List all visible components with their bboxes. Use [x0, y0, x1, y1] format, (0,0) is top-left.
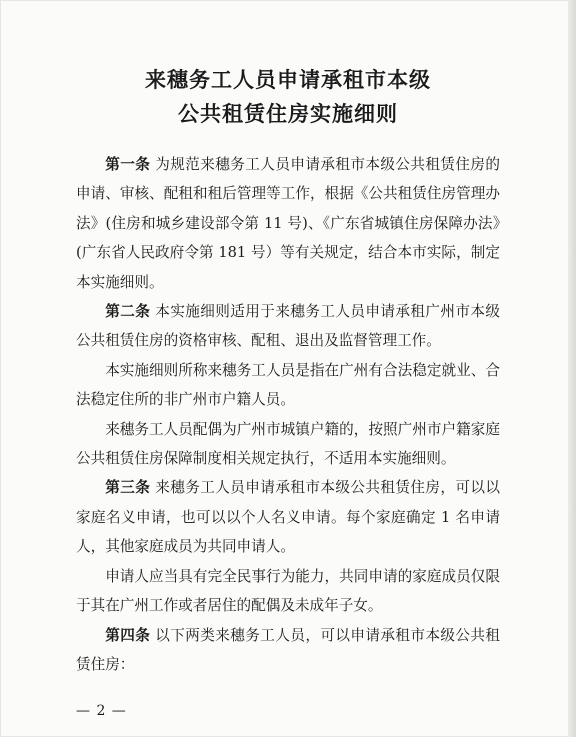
paragraph-article-4 — [76, 621, 500, 680]
document-title-line2: 公共租赁住房实施细则 — [178, 101, 398, 126]
paragraph — [76, 415, 500, 474]
paragraph-text: 来穗务工人员配偶为广州市城镇户籍的，按照广州市户籍家庭公共租赁住房保障制度相关规定执行，不适用本实施细则。 — [76, 420, 500, 468]
paragraph-text: 本实施细则所称来穗务工人员是指在广州有合法稳定就业、合法稳定住所的非广州市户籍人员。 — [76, 361, 500, 409]
document-body — [76, 150, 500, 679]
article-heading: 第二条 — [105, 303, 151, 321]
paragraph-text: 为规范来穗务工人员申请承租市本级公共租赁住房的申请、审核、配租和租后管理等工作，根据《公共租赁住房管理办法》(住房和城乡建设部令第 11 号)、《广东省城镇住房保障办法》(广东省人民政府令第 181 号）等有关规定，结合本市实际，制定本实施细则。 — [76, 156, 500, 291]
paragraph-text: 申请人应当具有完全民事行为能力，共同申请的家庭成员仅限于其在广州工作或者居住的配偶及未成年子女。 — [76, 567, 500, 615]
page-number: — 2 — — [76, 703, 127, 719]
article-heading: 第四条 — [105, 626, 151, 644]
paragraph — [76, 562, 500, 621]
paragraph-text: 以下两类来穗务工人员，可以申请承租市本级公共租赁住房： — [76, 626, 500, 673]
paragraph — [76, 356, 500, 415]
article-heading: 第一条 — [105, 156, 151, 173]
article-heading: 第三条 — [105, 479, 151, 497]
document-title-line1: 来穗务工人员申请承租市本级 — [145, 67, 431, 92]
paragraph-article-3 — [76, 473, 500, 561]
scan-edge — [568, 0, 576, 737]
paragraph-text: 来穗务工人员申请承租市本级公共租赁住房，可以以家庭名义申请，也可以以个人名义申请。每个家庭确定 1 名申请人，其他家庭成员为共同申请人。 — [76, 479, 500, 556]
paragraph-article-2 — [76, 297, 500, 356]
paragraph-text: 本实施细则适用于来穗务工人员申请承租广州市本级公共租赁住房的资格审核、配租、退出及监督管理工作。 — [76, 303, 500, 350]
paragraph-article-1 — [76, 150, 500, 297]
